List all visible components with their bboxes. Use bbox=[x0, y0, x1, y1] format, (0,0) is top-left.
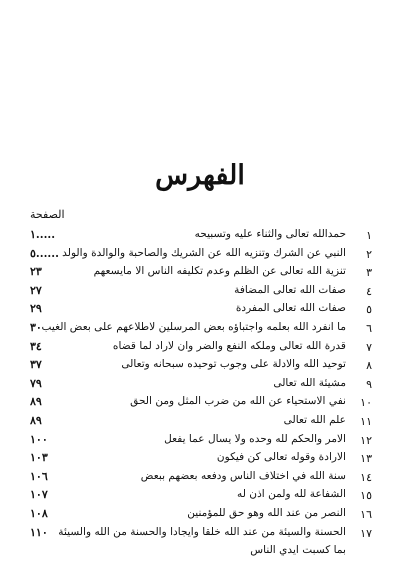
toc-entry bbox=[30, 432, 372, 451]
entry-page: ٢٩ bbox=[30, 302, 42, 316]
entry-number: ٩ bbox=[366, 377, 372, 391]
entry-page: ٧٩ bbox=[30, 376, 42, 390]
entry-page: ١١٠ bbox=[30, 525, 48, 539]
entry-page: ٣٤ bbox=[30, 339, 42, 353]
entry-title: صفات الله تعالى المفردة bbox=[235, 302, 346, 315]
toc-entry bbox=[30, 357, 372, 376]
entry-number: ٦ bbox=[366, 321, 372, 335]
entry-page: ١٠٣ bbox=[30, 451, 48, 465]
entry-number: ١٣ bbox=[360, 452, 372, 466]
entry-title: توحيد الله والادلة على وجوب توحيده سبحانه وتعالى bbox=[121, 358, 346, 371]
entry-title: ما انفرد الله بعلمه واجتباؤه بعض المرسلين لاطلاعهم على بعض الغيب bbox=[41, 320, 346, 333]
entry-page: ٨٩ bbox=[30, 395, 42, 409]
toc-entry bbox=[30, 450, 372, 469]
toc-entry bbox=[30, 394, 372, 413]
entry-title: الامر والحكم لله وحده ولا يسال عما يفعل bbox=[164, 432, 346, 445]
entry-number: ١ bbox=[366, 229, 372, 242]
entry-title: نفي الاستحياء عن الله من ضرب المثل ومن الحق bbox=[130, 395, 346, 408]
entry-title: علم الله تعالى bbox=[283, 413, 346, 426]
entry-number: ١٦ bbox=[360, 507, 372, 521]
entry-page: ٢٣ bbox=[30, 265, 42, 279]
entry-number: ١٥ bbox=[360, 489, 372, 503]
entry-title: الشفاعة لله ولمن اذن له bbox=[237, 488, 346, 501]
toc-entry bbox=[30, 283, 372, 302]
entry-number: ٧ bbox=[366, 340, 372, 354]
entry-title: صفات الله تعالى المضافة bbox=[234, 283, 346, 296]
entry-page: ٢٧ bbox=[30, 283, 42, 297]
entry-title: مشيئة الله تعالى bbox=[273, 376, 346, 389]
entry-page: ١٠٧ bbox=[30, 488, 48, 502]
entry-page: ٨٩ bbox=[30, 413, 42, 427]
table-of-contents bbox=[30, 227, 372, 543]
toc-entry bbox=[30, 413, 372, 432]
entry-title: النصر من عند الله وهو حق للمؤمنين bbox=[187, 506, 346, 519]
entry-title: الحسنة والسيئة من عند الله خلقا وايجادا والحسنة من الله والسيئة bbox=[58, 525, 346, 538]
entry-number: ٨ bbox=[366, 359, 372, 373]
toc-entry bbox=[30, 301, 372, 320]
toc-entry bbox=[30, 487, 372, 506]
entry-number: ١٧ bbox=[360, 526, 372, 540]
toc-entry bbox=[30, 525, 372, 544]
entry-number: ١١ bbox=[360, 414, 372, 428]
entry-title: الارادة وقوله تعالى كن فيكون bbox=[216, 451, 346, 464]
entry-number: ١٢ bbox=[360, 433, 372, 447]
entry-number: ٢ bbox=[366, 247, 372, 261]
entry-page: ٣٧ bbox=[30, 358, 42, 372]
toc-entry bbox=[30, 246, 372, 265]
toc-entry bbox=[30, 469, 372, 488]
entry-page: ٣٠ bbox=[30, 320, 42, 334]
entry-number: ١٤ bbox=[360, 470, 372, 484]
entry-page: ١٠٨ bbox=[30, 506, 48, 520]
entry-title: النبي عن الشرك وتنزيه الله عن الشريك والصاحبة والوالدة والولد bbox=[62, 246, 346, 259]
toc-entry bbox=[30, 264, 372, 283]
entry-page: ١٠٠ bbox=[30, 432, 48, 446]
entry-number: ٣ bbox=[366, 266, 372, 280]
entry-page: ١٠٦ bbox=[30, 469, 48, 483]
entry-title: قدرة الله تعالى وملكه النفع والضر وان لاراد لما قضاه bbox=[112, 339, 346, 352]
entry-title: تنزية الله تعالى عن الظلم وعدم تكليفه الناس الا مايسعهم bbox=[93, 265, 346, 278]
toc-entry bbox=[30, 320, 372, 339]
entry-title: حمدالله تعالى والثناء عليه وتسبيحه bbox=[194, 228, 346, 240]
entry-number: ١٠ bbox=[360, 396, 372, 410]
toc-entry bbox=[30, 376, 372, 395]
entry-title-continuation: بما كسبت ايدي الناس bbox=[250, 544, 346, 556]
page-column-header: الصفحة bbox=[30, 208, 65, 221]
entry-page: ٥...... bbox=[30, 246, 59, 260]
toc-entry bbox=[30, 339, 372, 358]
entry-title: سنة الله في اختلاف الناس ودفعه بعضهم ببعض bbox=[140, 469, 346, 482]
toc-entry bbox=[30, 227, 372, 246]
entry-page: ١..... bbox=[30, 228, 56, 241]
page-title: الفهرس bbox=[155, 160, 245, 191]
entry-number: ٥ bbox=[366, 303, 372, 317]
entry-number: ٤ bbox=[366, 284, 372, 298]
toc-entry bbox=[30, 506, 372, 525]
